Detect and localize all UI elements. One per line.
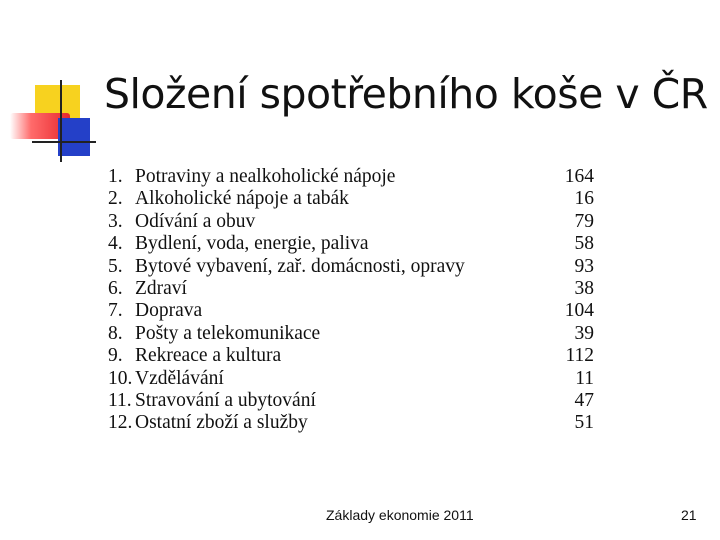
item-number: 7.	[108, 300, 123, 322]
logo-vertical-line	[60, 80, 62, 162]
slide-logo-decoration	[0, 0, 110, 170]
item-number: 8.	[108, 322, 123, 344]
slide-footer: Základy ekonomie 2011	[326, 507, 474, 523]
item-label: Rekreace a kultura	[135, 345, 282, 367]
page-number: 21	[681, 507, 697, 523]
item-label: Alkoholické nápoje a tabák	[135, 188, 349, 210]
item-label: Vzdělávání	[135, 367, 224, 389]
item-label: Bytové vybavení, zař. domácnosti, opravy	[135, 255, 465, 277]
basket-items-list	[108, 166, 600, 435]
item-label: Bydlení, voda, energie, paliva	[135, 233, 369, 255]
item-number: 10.	[108, 367, 133, 389]
item-value: 104	[564, 300, 594, 322]
item-number: 1.	[108, 166, 123, 187]
list-item	[108, 345, 600, 367]
logo-horizontal-line	[32, 141, 96, 143]
list-item	[108, 211, 600, 233]
item-value: 16	[574, 188, 594, 210]
item-value: 164	[564, 166, 594, 187]
item-number: 6.	[108, 277, 123, 299]
item-label: Odívání a obuv	[135, 210, 256, 232]
item-value: 38	[574, 277, 594, 299]
item-number: 9.	[108, 345, 123, 367]
item-number: 11.	[108, 389, 132, 411]
item-number: 3.	[108, 210, 123, 232]
list-item	[108, 323, 600, 345]
list-item	[108, 390, 600, 412]
item-label: Doprava	[135, 300, 203, 322]
list-item	[108, 256, 600, 278]
item-value: 51	[574, 412, 594, 434]
item-value: 112	[565, 345, 594, 367]
item-value: 93	[574, 255, 594, 277]
item-label: Stravování a ubytování	[135, 389, 316, 411]
list-item	[108, 278, 600, 300]
item-label: Ostatní zboží a služby	[135, 412, 308, 434]
item-number: 5.	[108, 255, 123, 277]
list-item	[108, 188, 600, 210]
item-value: 79	[574, 210, 594, 232]
item-value: 47	[574, 389, 594, 411]
list-item	[108, 368, 600, 390]
list-item	[108, 233, 600, 255]
item-label: Zdraví	[135, 277, 187, 299]
item-value: 39	[574, 322, 594, 344]
item-label: Potraviny a nealkoholické nápoje	[135, 166, 396, 187]
slide-title: Složení spotřebního koše v ČR	[104, 70, 708, 118]
item-number: 12.	[108, 412, 133, 434]
list-item	[108, 412, 600, 434]
list-item	[108, 166, 600, 188]
item-value: 58	[574, 233, 594, 255]
item-number: 4.	[108, 233, 123, 255]
list-item	[108, 300, 600, 322]
item-value: 11	[575, 367, 594, 389]
logo-blue-square	[58, 118, 90, 156]
item-number: 2.	[108, 188, 123, 210]
item-label: Pošty a telekomunikace	[135, 322, 321, 344]
